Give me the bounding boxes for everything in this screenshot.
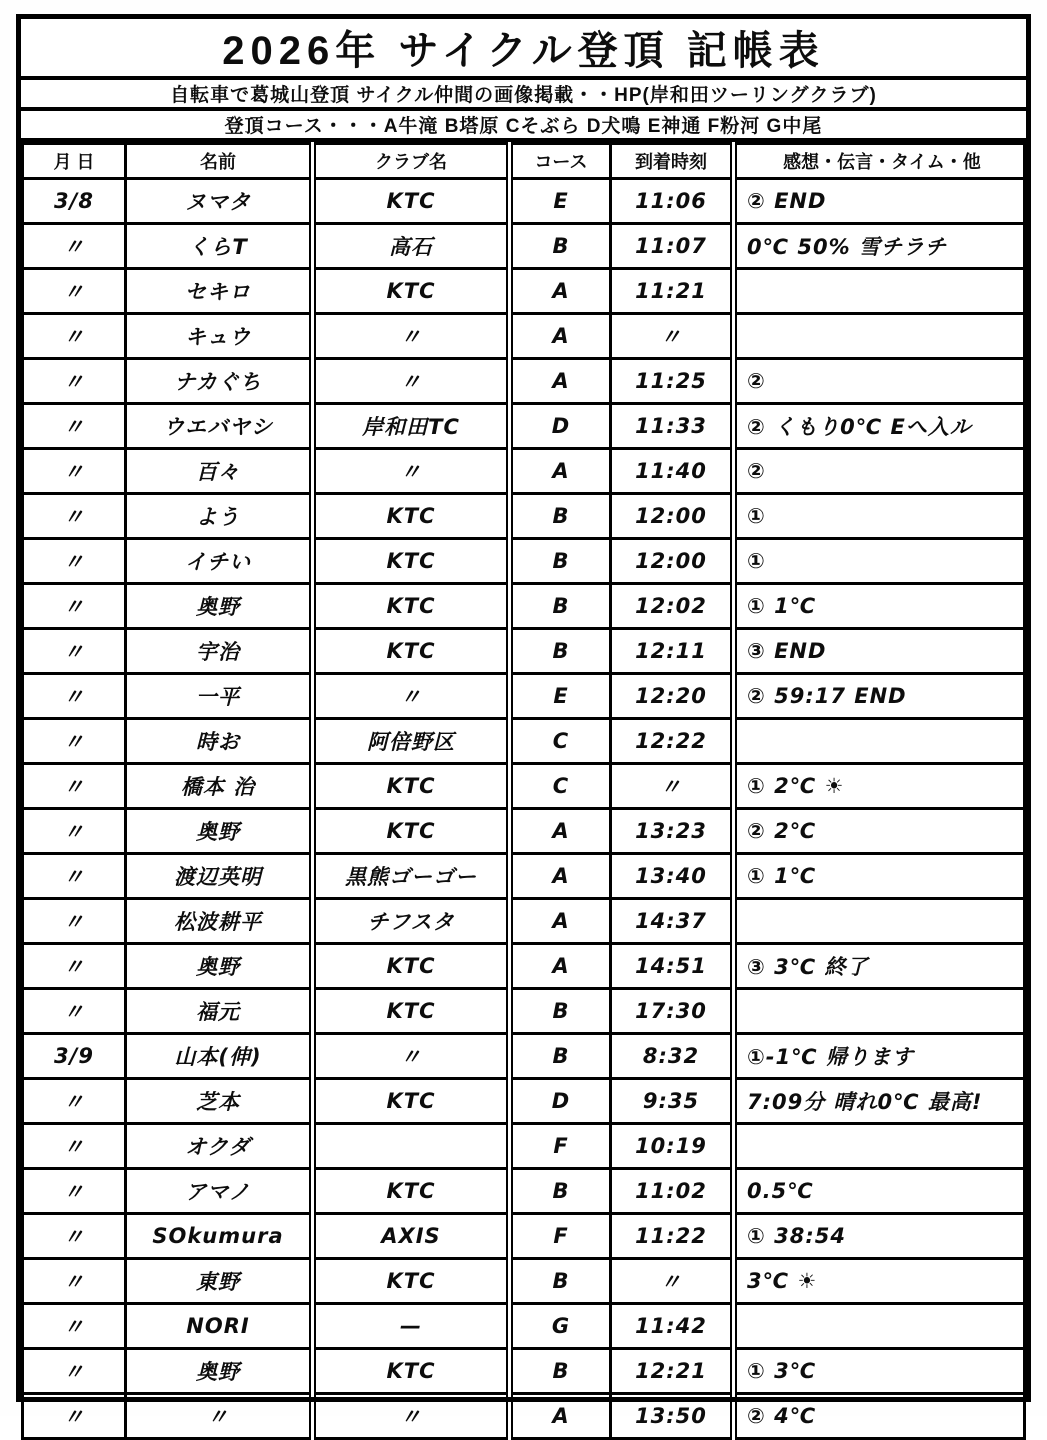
cell-note: ② [734, 449, 1025, 494]
cell-club: KTC [313, 1169, 510, 1214]
cell-club: KTC [313, 809, 510, 854]
cell-name: くらT [126, 224, 313, 269]
cell-date: 〃 [23, 584, 126, 629]
cell-note: ② END [734, 179, 1025, 224]
cell-note: 3℃ ☀ [734, 1259, 1025, 1304]
cell-time: 11:25 [611, 359, 734, 404]
cell-club: 高石 [313, 224, 510, 269]
cell-date: 〃 [23, 1124, 126, 1169]
course-legend: 登頂コース・・・A牛滝 B塔原 Cそぶら D犬鳴 E神通 F粉河 G中尾 [21, 111, 1026, 142]
cell-club: 〃 [313, 674, 510, 719]
cell-club: KTC [313, 629, 510, 674]
cell-date: 〃 [23, 629, 126, 674]
cell-club: 〃 [313, 314, 510, 359]
cell-course: B [510, 494, 611, 539]
header-name: 名前 [126, 144, 313, 179]
cell-time: 13:40 [611, 854, 734, 899]
cell-course: A [510, 899, 611, 944]
cell-club: KTC [313, 539, 510, 584]
cell-note [734, 989, 1025, 1034]
cell-name: 〃 [126, 1394, 313, 1439]
cell-name: 一平 [126, 674, 313, 719]
header-club: クラブ名 [313, 144, 510, 179]
cell-note: ① 38:54 [734, 1214, 1025, 1259]
cell-date: 〃 [23, 404, 126, 449]
cell-course: A [510, 809, 611, 854]
header-time: 到着時刻 [611, 144, 734, 179]
table-body [23, 179, 1025, 1439]
cell-date: 〃 [23, 449, 126, 494]
cell-note [734, 314, 1025, 359]
table-row [23, 584, 1025, 629]
cell-course: F [510, 1124, 611, 1169]
page-subtitle: 自転車で葛城山登頂 サイクル仲間の画像掲載・・HP(岸和田ツーリングクラブ) [21, 80, 1026, 111]
cell-club: 〃 [313, 449, 510, 494]
cell-course: A [510, 449, 611, 494]
cell-course: B [510, 584, 611, 629]
cell-name: 山本(伸) [126, 1034, 313, 1079]
cell-date: 〃 [23, 539, 126, 584]
table-row [23, 314, 1025, 359]
cell-time: 12:11 [611, 629, 734, 674]
cell-date: 〃 [23, 1349, 126, 1394]
table-row [23, 674, 1025, 719]
cell-date: 〃 [23, 359, 126, 404]
cell-time: 11:40 [611, 449, 734, 494]
table-row [23, 269, 1025, 314]
cell-course: A [510, 359, 611, 404]
cell-note: ② 4℃ [734, 1394, 1025, 1439]
cell-note: ② 2℃ [734, 809, 1025, 854]
cell-date: 〃 [23, 899, 126, 944]
cell-name: 橋本 治 [126, 764, 313, 809]
cell-time: 〃 [611, 764, 734, 809]
cell-time: 14:51 [611, 944, 734, 989]
cell-date: 〃 [23, 1259, 126, 1304]
log-sheet [16, 14, 1031, 1429]
cell-course: G [510, 1304, 611, 1349]
cell-time: 11:21 [611, 269, 734, 314]
cell-name: ヌマタ [126, 179, 313, 224]
table-row [23, 449, 1025, 494]
cell-course: B [510, 989, 611, 1034]
cell-time: 12:00 [611, 494, 734, 539]
cell-note [734, 1124, 1025, 1169]
cell-name: 百々 [126, 449, 313, 494]
table-row [23, 179, 1025, 224]
climb-log-table [21, 142, 1026, 1440]
table-row [23, 629, 1025, 674]
cell-note: ① 1℃ [734, 584, 1025, 629]
table-row [23, 494, 1025, 539]
cell-time: 12:22 [611, 719, 734, 764]
cell-name: 時お [126, 719, 313, 764]
cell-note [734, 269, 1025, 314]
cell-date: 〃 [23, 1079, 126, 1124]
cell-course: A [510, 1394, 611, 1439]
cell-date: 〃 [23, 1169, 126, 1214]
table-row [23, 764, 1025, 809]
cell-date: 〃 [23, 719, 126, 764]
cell-time: 〃 [611, 314, 734, 359]
cell-time: 14:37 [611, 899, 734, 944]
table-row [23, 1034, 1025, 1079]
cell-club [313, 1124, 510, 1169]
cell-course: B [510, 1034, 611, 1079]
cell-time: 17:30 [611, 989, 734, 1034]
cell-course: E [510, 179, 611, 224]
cell-course: E [510, 674, 611, 719]
cell-name: イチい [126, 539, 313, 584]
cell-note: ② 59:17 END [734, 674, 1025, 719]
table-row [23, 1349, 1025, 1394]
cell-club: AXIS [313, 1214, 510, 1259]
cell-date: 〃 [23, 854, 126, 899]
cell-club: KTC [313, 1079, 510, 1124]
cell-course: A [510, 854, 611, 899]
cell-time: 11:06 [611, 179, 734, 224]
table-row [23, 539, 1025, 584]
cell-club: KTC [313, 944, 510, 989]
cell-name: ウエバヤシ [126, 404, 313, 449]
table-row [23, 1079, 1025, 1124]
cell-note [734, 1304, 1025, 1349]
table-row [23, 1259, 1025, 1304]
cell-date: 〃 [23, 494, 126, 539]
cell-date: 〃 [23, 764, 126, 809]
cell-name: 東野 [126, 1259, 313, 1304]
cell-course: B [510, 539, 611, 584]
cell-name: オクダ [126, 1124, 313, 1169]
cell-course: D [510, 404, 611, 449]
cell-time: 11:22 [611, 1214, 734, 1259]
cell-time: 11:42 [611, 1304, 734, 1349]
cell-date: 〃 [23, 809, 126, 854]
cell-club: 岸和田TC [313, 404, 510, 449]
cell-note [734, 719, 1025, 764]
cell-date: 3/9 [23, 1034, 126, 1079]
cell-note: ① 2℃ ☀ [734, 764, 1025, 809]
cell-time: 13:23 [611, 809, 734, 854]
cell-name: 松波耕平 [126, 899, 313, 944]
table-row [23, 899, 1025, 944]
table-row [23, 719, 1025, 764]
cell-name: SOkumura [126, 1214, 313, 1259]
table-row [23, 809, 1025, 854]
table-row [23, 1169, 1025, 1214]
cell-note: ② くもり0℃ Eへ入ル [734, 404, 1025, 449]
cell-course: A [510, 314, 611, 359]
table-row [23, 944, 1025, 989]
cell-note: 7:09分 晴れ0℃ 最高! [734, 1079, 1025, 1124]
header-course: コース [510, 144, 611, 179]
cell-note: ③ END [734, 629, 1025, 674]
cell-club: チフスタ [313, 899, 510, 944]
cell-name: キュウ [126, 314, 313, 359]
cell-date: 〃 [23, 224, 126, 269]
cell-time: 〃 [611, 1259, 734, 1304]
cell-club: KTC [313, 494, 510, 539]
cell-name: 奥野 [126, 584, 313, 629]
header-date: 月 日 [23, 144, 126, 179]
cell-club: 〃 [313, 1394, 510, 1439]
cell-time: 11:02 [611, 1169, 734, 1214]
table-row [23, 359, 1025, 404]
cell-time: 11:33 [611, 404, 734, 449]
cell-course: B [510, 224, 611, 269]
cell-club: 阿倍野区 [313, 719, 510, 764]
cell-note: ③ 3℃ 終了 [734, 944, 1025, 989]
cell-note: ② [734, 359, 1025, 404]
cell-name: 宇治 [126, 629, 313, 674]
table-row [23, 854, 1025, 899]
cell-note: ① [734, 539, 1025, 584]
cell-time: 10:19 [611, 1124, 734, 1169]
cell-club: KTC [313, 1349, 510, 1394]
cell-course: C [510, 719, 611, 764]
cell-note: ① 1℃ [734, 854, 1025, 899]
table-row [23, 1304, 1025, 1349]
cell-date: 〃 [23, 1304, 126, 1349]
cell-name: ナカぐち [126, 359, 313, 404]
cell-club: KTC [313, 584, 510, 629]
cell-date: 3/8 [23, 179, 126, 224]
cell-name: 芝本 [126, 1079, 313, 1124]
page-title: 2026年 サイクル登頂 記帳表 [21, 19, 1026, 80]
cell-club: KTC [313, 764, 510, 809]
cell-time: 12:21 [611, 1349, 734, 1394]
cell-course: B [510, 1169, 611, 1214]
cell-course: F [510, 1214, 611, 1259]
cell-club: KTC [313, 179, 510, 224]
cell-course: B [510, 629, 611, 674]
cell-note: ① 3℃ [734, 1349, 1025, 1394]
cell-date: 〃 [23, 1214, 126, 1259]
cell-date: 〃 [23, 269, 126, 314]
cell-note: ① [734, 494, 1025, 539]
cell-club: — [313, 1304, 510, 1349]
cell-date: 〃 [23, 944, 126, 989]
cell-club: KTC [313, 989, 510, 1034]
cell-note: 0.5℃ [734, 1169, 1025, 1214]
table-row [23, 989, 1025, 1034]
cell-course: B [510, 1259, 611, 1304]
cell-club: 〃 [313, 1034, 510, 1079]
cell-name: 奥野 [126, 809, 313, 854]
cell-name: よう [126, 494, 313, 539]
cell-date: 〃 [23, 674, 126, 719]
header-note: 感想・伝言・タイム・他 [734, 144, 1025, 179]
cell-club: KTC [313, 269, 510, 314]
cell-date: 〃 [23, 1394, 126, 1439]
cell-name: 奥野 [126, 944, 313, 989]
cell-time: 12:02 [611, 584, 734, 629]
table-row [23, 1394, 1025, 1439]
cell-date: 〃 [23, 314, 126, 359]
cell-time: 12:00 [611, 539, 734, 584]
cell-club: KTC [313, 1259, 510, 1304]
cell-course: A [510, 269, 611, 314]
cell-note: ①-1℃ 帰ります [734, 1034, 1025, 1079]
cell-time: 11:07 [611, 224, 734, 269]
cell-course: B [510, 1349, 611, 1394]
cell-course: D [510, 1079, 611, 1124]
cell-note: 0℃ 50% 雪チラチ [734, 224, 1025, 269]
table-row [23, 404, 1025, 449]
cell-date: 〃 [23, 989, 126, 1034]
cell-time: 12:20 [611, 674, 734, 719]
cell-course: A [510, 944, 611, 989]
table-row [23, 1124, 1025, 1169]
cell-name: 渡辺英明 [126, 854, 313, 899]
cell-time: 9:35 [611, 1079, 734, 1124]
cell-club: 黒熊ゴーゴー [313, 854, 510, 899]
table-row [23, 224, 1025, 269]
cell-name: NORI [126, 1304, 313, 1349]
cell-club: 〃 [313, 359, 510, 404]
cell-note [734, 899, 1025, 944]
table-row [23, 1214, 1025, 1259]
cell-name: セキロ [126, 269, 313, 314]
cell-course: C [510, 764, 611, 809]
cell-time: 8:32 [611, 1034, 734, 1079]
cell-time: 13:50 [611, 1394, 734, 1439]
table-header-row [23, 144, 1025, 179]
cell-name: 奥野 [126, 1349, 313, 1394]
cell-name: 福元 [126, 989, 313, 1034]
cell-name: アマノ [126, 1169, 313, 1214]
